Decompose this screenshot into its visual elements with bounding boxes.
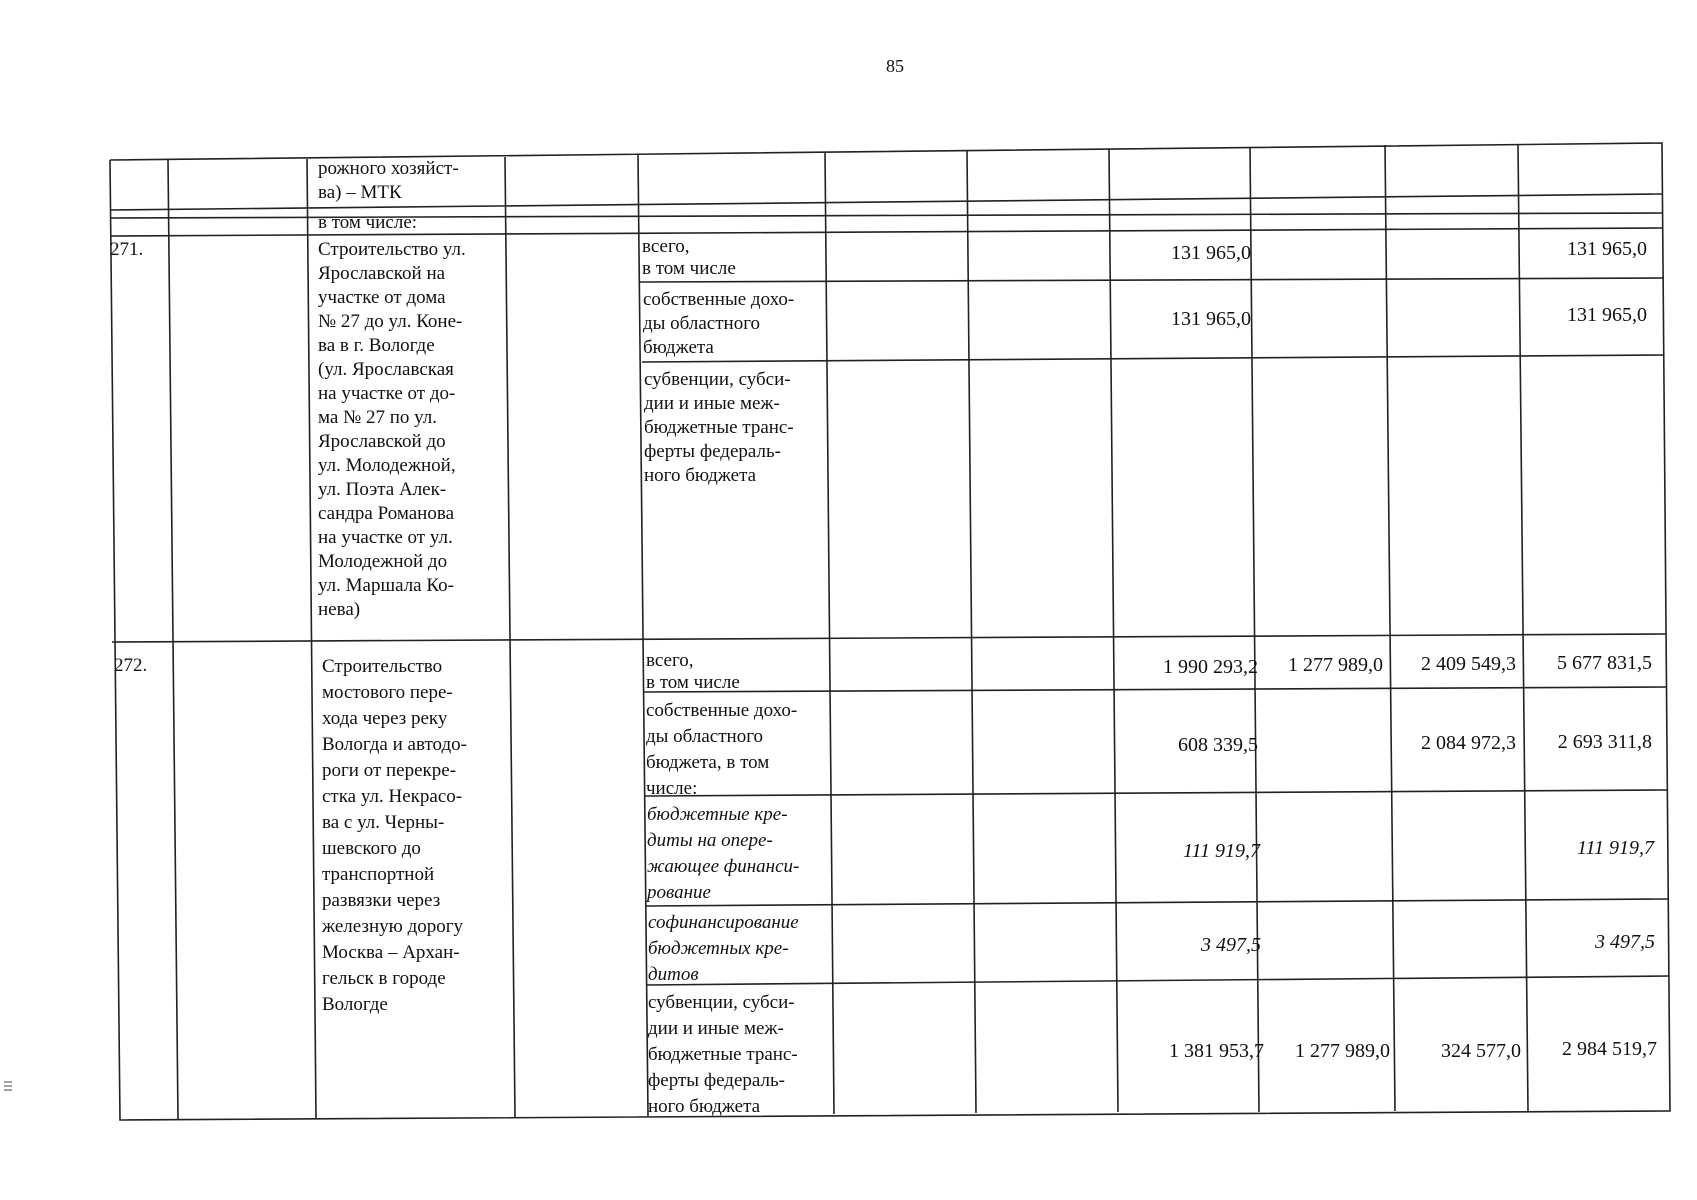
row-271-source-own-label: собственные дохо- ды областного бюджета: [643, 289, 795, 358]
row-272-total-y3: 2 409 549,3: [1421, 653, 1516, 675]
row-272-total-y2: 1 277 989,0: [1288, 654, 1383, 676]
row-272-federal-y2: 1 277 989,0: [1295, 1040, 1390, 1062]
row-271-total-sum: 131 965,0: [1567, 238, 1647, 260]
row-272-source-own-label: собственные дохо- ды областного бюджета, в том числе:: [646, 700, 798, 799]
row-272-own-sum: 2 693 311,8: [1557, 731, 1652, 753]
row-272-name: Строительство мостового пере- хода через реку Вологда и автодо- роги от перекре- стка ул. Некрасо- ва с ул. Черны- шевского до транспортной развязки через железную дорогу Москва – Архан- гельск в городе Вологде: [322, 656, 467, 1015]
row-272-cofinancing-sum: 3 497,5: [1595, 931, 1655, 953]
row-271-source-total-label: всего, в том числе: [642, 236, 736, 279]
row-271-own-y1: 131 965,0: [1171, 308, 1251, 330]
row-271-source-federal-label: субвенции, субси- дии и иные меж- бюджетные транс- ферты федераль- ного бюджета: [644, 369, 794, 486]
row-272-federal-y3: 324 577,0: [1441, 1040, 1521, 1062]
row-272-cofinancing-y1: 3 497,5: [1201, 934, 1261, 956]
header-name-continuation: рожного хозяйст- ва) – МТК: [318, 158, 459, 203]
row-272-federal-sum: 2 984 519,7: [1562, 1038, 1657, 1060]
row-271-total-y1: 131 965,0: [1171, 242, 1251, 264]
row-271-number: 271.: [110, 239, 144, 260]
page-number: 85: [886, 56, 904, 76]
row-272-own-y3: 2 084 972,3: [1421, 732, 1516, 754]
row-272-credits-y1: 111 919,7: [1182, 840, 1260, 862]
row-272-source-total-label: всего, в том числе: [646, 650, 740, 693]
row-272-source-cofinancing-label: софинансирование бюджетных кре- дитов: [648, 912, 799, 985]
row-272-source-credits-label: бюджетные кре- диты на опере- жающее финанси- рование: [647, 804, 800, 903]
row-272-total-sum: 5 677 831,5: [1557, 652, 1652, 674]
row-272-number: 272.: [114, 655, 148, 676]
row-272-federal-y1: 1 381 953,7: [1169, 1040, 1264, 1062]
including-label: в том числе:: [318, 212, 418, 233]
row-272-source-federal-label: субвенции, субси- дии и иные меж- бюджетные транс- ферты федераль- ного бюджета: [648, 992, 798, 1117]
row-271-own-sum: 131 965,0: [1567, 304, 1647, 326]
row-272-credits-sum: 111 919,7: [1576, 837, 1654, 859]
row-272-total-y1: 1 990 293,2: [1163, 656, 1258, 678]
row-272-own-y1: 608 339,5: [1178, 734, 1258, 756]
row-271-name: Строительство ул. Ярославской на участке от дома № 27 до ул. Коне- ва в г. Вологде (ул. Ярославская на участке от до- ма № 27 по ул. Ярославской до ул. Молодежной, ул. Поэта Алек- сандра Романова на участке от ул. Молодежной до ул. Маршала Ко- нева): [318, 239, 466, 620]
